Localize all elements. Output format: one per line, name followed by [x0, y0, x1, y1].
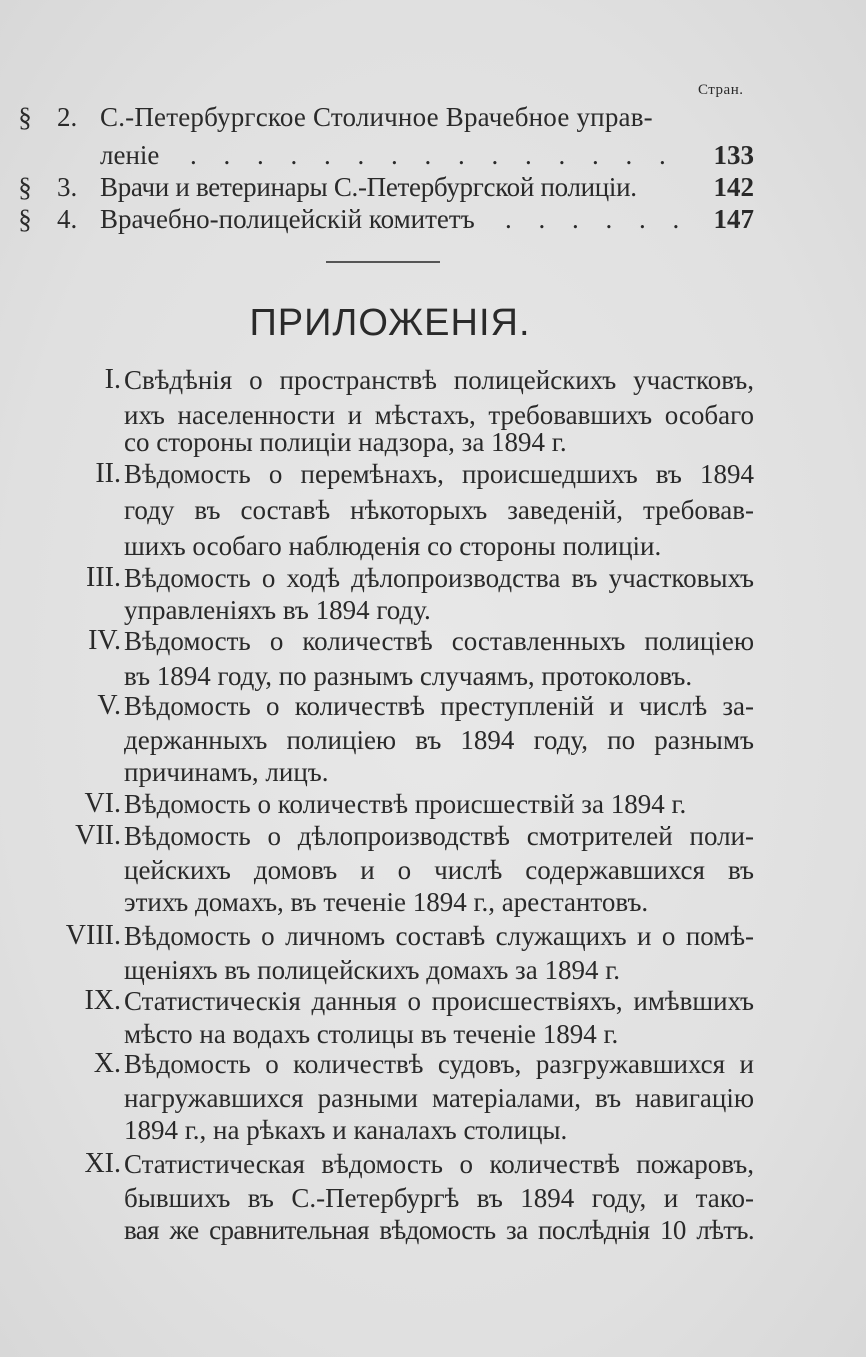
appendix-line: Свѣдѣнія о пространствѣ полицейскихъ участковъ, [124, 365, 754, 395]
page-column-label: Стран. [698, 82, 744, 98]
appendix-line: ихъ населенности и мѣстахъ, требовавшихъ особаго [124, 400, 754, 430]
toc-title-line: Врачи и ветеринары С.-Петербургской полиціи. [100, 172, 637, 202]
appendix-line: въ 1894 году, по разнымъ случаямъ, протоколовъ. [124, 661, 693, 691]
appendix-line: Вѣдомость о количествѣ судовъ, разгружавшихся и [124, 1049, 754, 1079]
appendix-line: вая же сравнительная вѣдомость за послѣднія 10 лѣтъ. [124, 1215, 754, 1245]
appendix-number: II. [95, 458, 121, 489]
appendix-line: Вѣдомость о количествѣ преступленій и числѣ за- [124, 691, 754, 721]
appendix-number: IV. [88, 625, 121, 656]
appendix-line: этихъ домахъ, въ теченіе 1894 г., арестантовъ. [124, 887, 649, 917]
appendix-line: году въ составѣ нѣкоторыхъ заведеній, требовав- [124, 495, 754, 525]
appendix-line: Вѣдомость о количествѣ составленныхъ полиціею [124, 626, 754, 656]
toc-number: 4. [57, 204, 78, 234]
toc-entry [0, 200, 866, 238]
appendix-line: Вѣдомость о ходѣ дѣлопроизводства въ участковыхъ [124, 563, 754, 593]
toc-title-line: леніе [100, 140, 160, 170]
appendix-number: IX. [84, 985, 121, 1016]
appendix-line: Статистическая вѣдомость о количествѣ пожаровъ, [124, 1149, 754, 1179]
appendix-number: VIII. [65, 920, 121, 951]
appendix-line: управленіяхъ въ 1894 году. [124, 595, 431, 625]
appendix-number: III. [86, 562, 121, 593]
leader-dots: . . . . . . . . . . . . . . . [190, 140, 676, 170]
toc-page-number: 142 [713, 172, 754, 202]
appendix-line: щеніяхъ въ полицейскихъ домахъ за 1894 г. [124, 955, 620, 985]
toc-title-line: Врачебно-полицейскій комитетъ [100, 204, 475, 234]
appendices-title: ПРИЛОЖЕНІЯ. [249, 302, 531, 344]
section-sign: § [18, 204, 32, 234]
appendix-line: бывшихъ въ С.-Петербургѣ въ 1894 году, и тако- [124, 1183, 754, 1213]
appendix-line: шихъ особаго наблюденія со стороны полиціи. [124, 531, 662, 561]
appendix-line: причинамъ, лицъ. [124, 757, 329, 787]
toc-number: 3. [57, 172, 78, 202]
appendix-line: Статистическія данныя о происшествіяхъ, имѣвшихъ [124, 986, 754, 1016]
toc-number: 2. [57, 102, 78, 132]
appendix-line: со стороны полиціи надзора, за 1894 г. [124, 427, 567, 457]
appendix-line: мѣсто на водахъ столицы въ теченіе 1894 г. [124, 1019, 619, 1049]
appendix-number: XI. [84, 1148, 121, 1179]
appendix-number: VI. [84, 788, 121, 819]
appendix-line: Вѣдомость о личномъ составѣ служащихъ и о помѣ- [124, 921, 754, 951]
appendix-line: 1894 г., на рѣкахъ и каналахъ столицы. [124, 1115, 568, 1145]
section-sign: § [18, 172, 32, 202]
toc-page-number: 147 [713, 204, 754, 234]
appendix-number: X. [93, 1048, 121, 1079]
appendix-number: V. [97, 690, 121, 721]
appendix-line: Вѣдомость о перемѣнахъ, происшедшихъ въ 1894 [124, 459, 754, 489]
toc-page-number: 133 [713, 140, 754, 170]
toc-title-line: С.-Петербургское Столичное Врачебное управ- [100, 102, 653, 132]
appendix-line: цейскихъ домовъ и о числѣ содержавшихся въ [124, 855, 754, 885]
appendix-line: нагружавшихся разными матеріалами, въ навигацію [124, 1083, 754, 1113]
section-divider [326, 261, 440, 263]
appendix-line: держанныхъ полиціею въ 1894 году, по разнымъ [124, 725, 754, 755]
appendix-number: I. [104, 364, 121, 395]
section-sign: § [18, 102, 32, 132]
appendix-number: VII. [75, 820, 121, 851]
leader-dots: . . . . . . [505, 204, 690, 234]
toc-entry [0, 98, 866, 136]
appendix-line: Вѣдомость о дѣлопроизводствѣ смотрителей поли- [124, 821, 754, 851]
appendix-line: Вѣдомость о количествѣ происшествій за 1894 г. [124, 789, 687, 819]
